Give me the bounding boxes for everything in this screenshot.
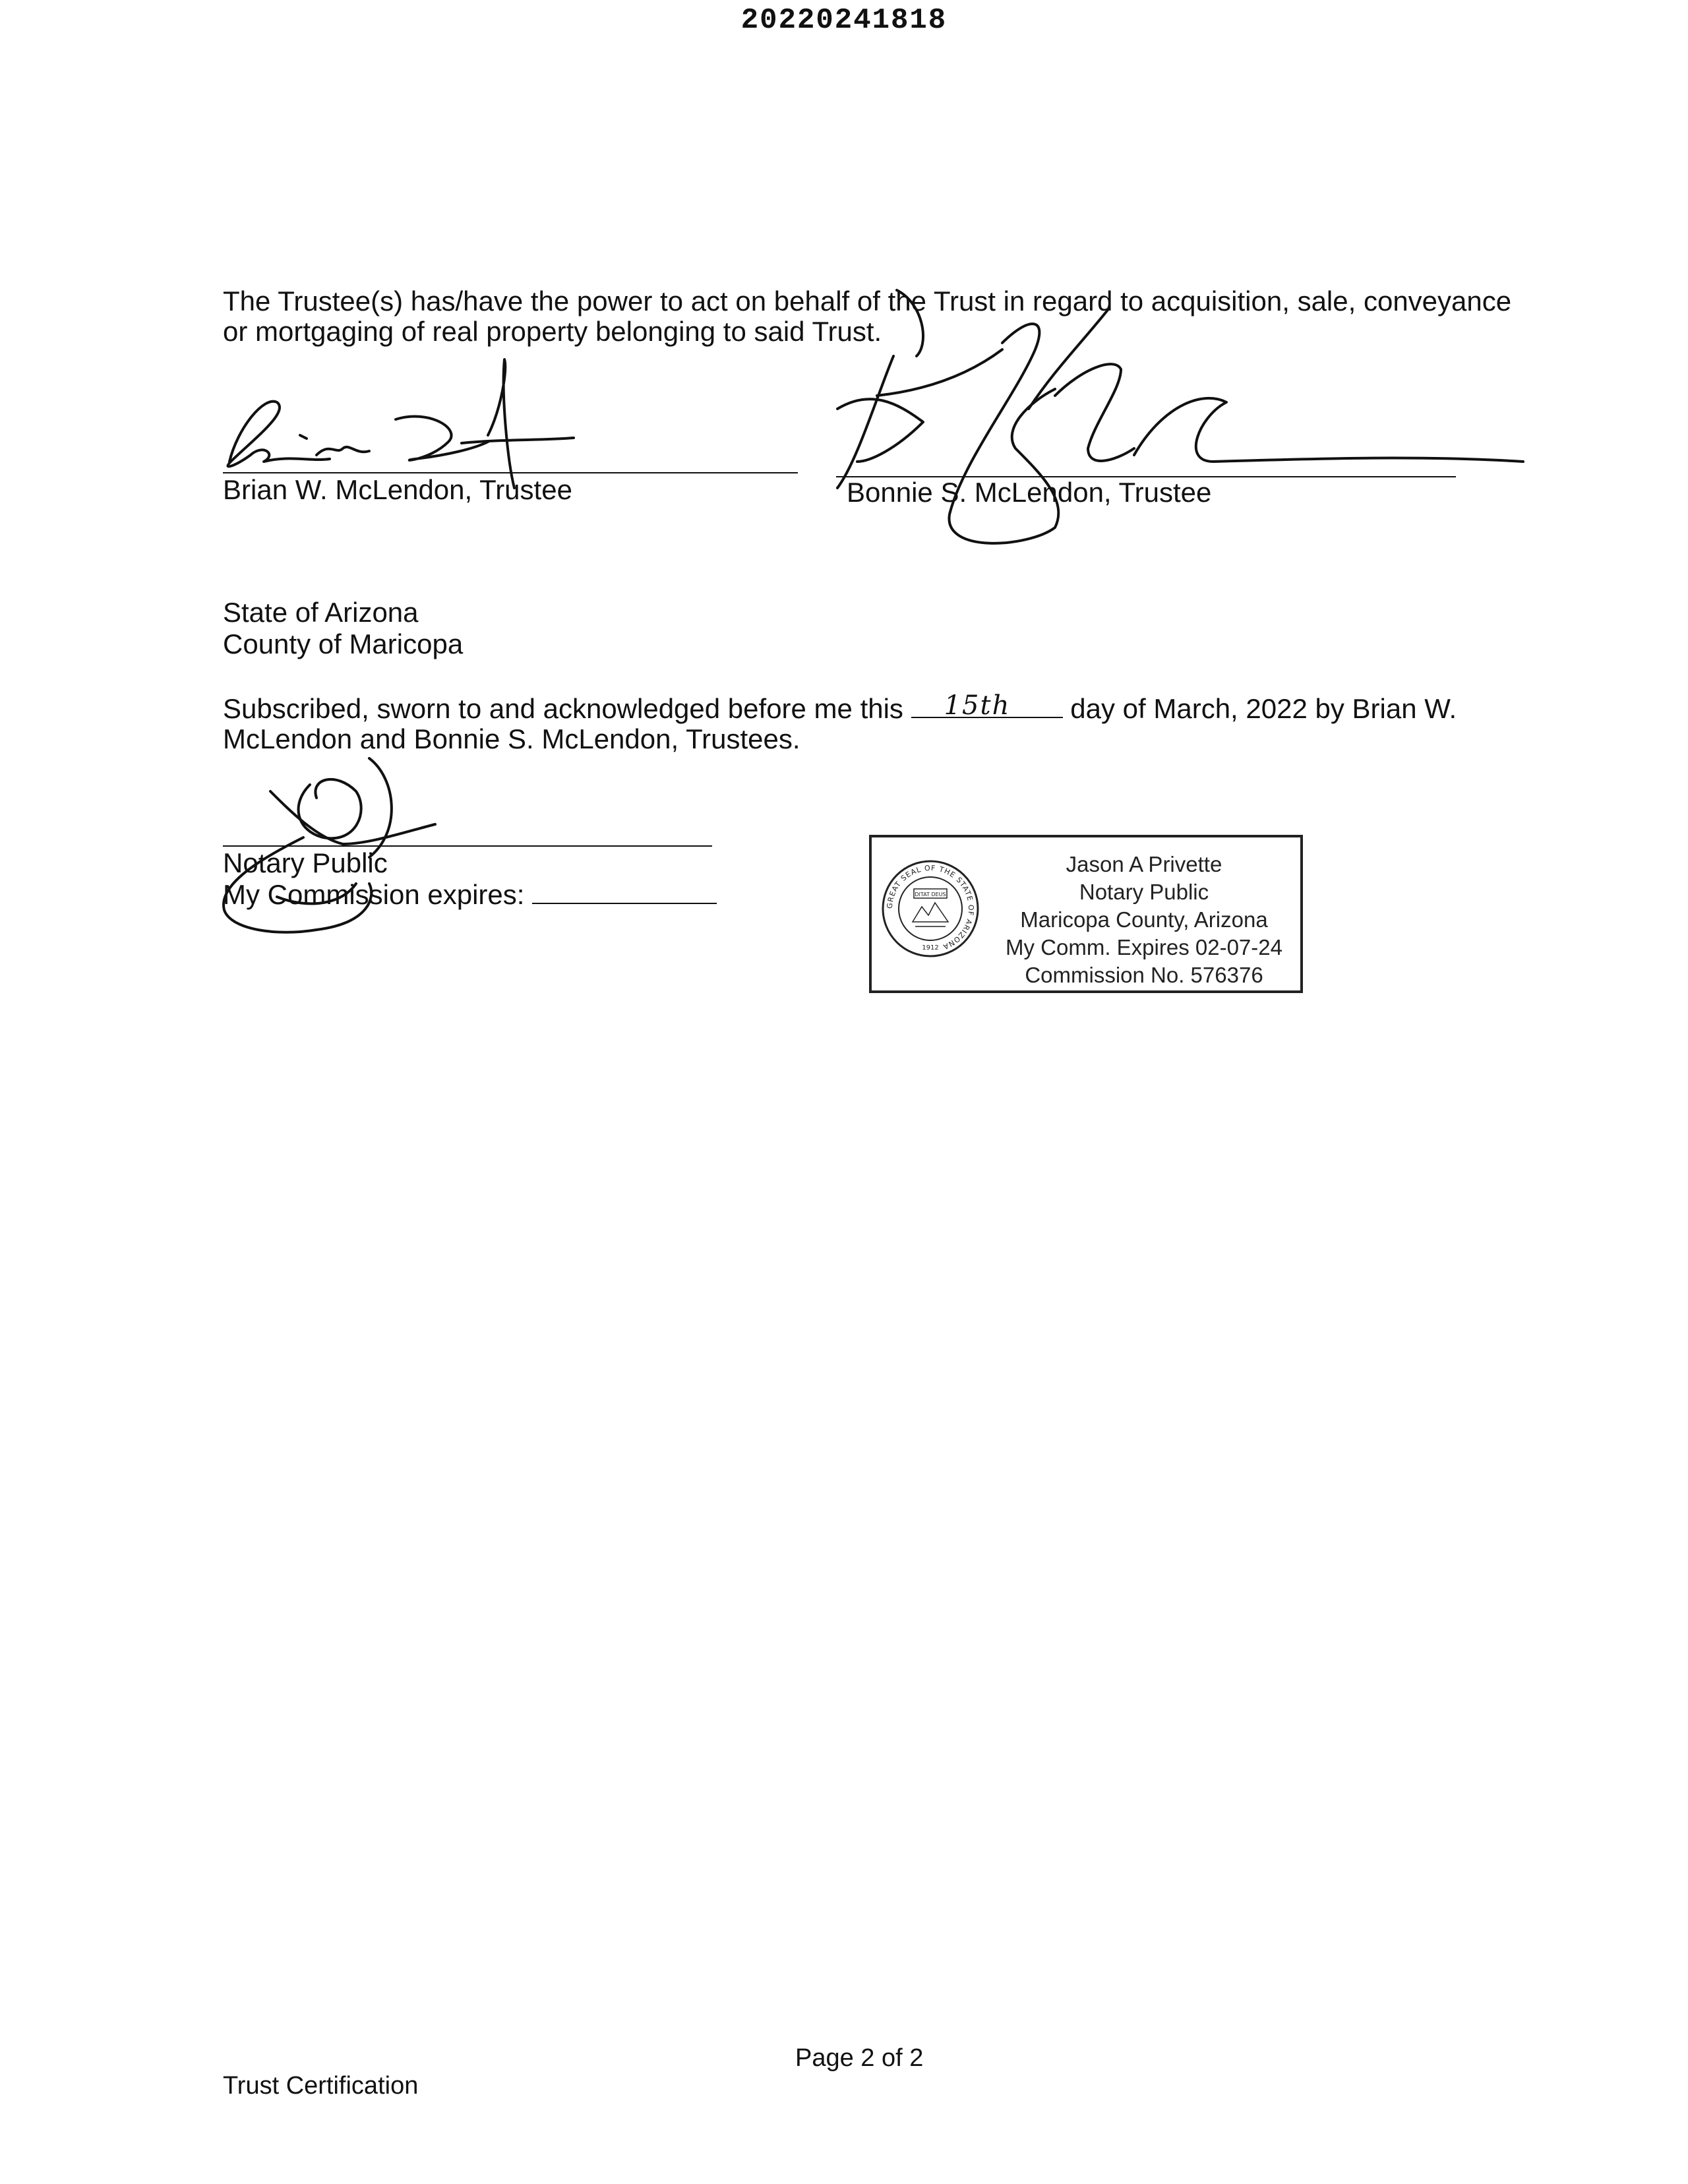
- arizona-state-seal-icon: [881, 859, 980, 958]
- seal-notary-title: Notary Public: [1079, 880, 1209, 904]
- seal-year: 1912: [922, 944, 939, 952]
- acknowledgment-line-2: McLendon and Bonnie S. McLendon, Trustees.: [223, 723, 800, 754]
- trustee1-name: Brian W. McLendon, Trustee: [223, 474, 572, 505]
- recording-number: 20220241818: [740, 4, 948, 37]
- acknowledgment-part-1: Subscribed, sworn to and acknowledged before me this: [223, 693, 903, 724]
- notary-signature-line: [223, 845, 712, 847]
- trustee2-name: Bonnie S. McLendon, Trustee: [847, 477, 1212, 508]
- commission-blank: [532, 903, 717, 904]
- day-handwritten: 15th: [944, 690, 1011, 721]
- commission-label: My Commission expires:: [223, 879, 525, 910]
- seal-county: Maricopa County, Arizona: [1020, 907, 1268, 932]
- notary-title: Notary Public: [223, 847, 388, 878]
- acknowledgment-part-2: day of March, 2022 by Brian W.: [1070, 693, 1457, 724]
- venue-county: County of Maricopa: [223, 628, 464, 659]
- document-title: Trust Certification: [223, 2072, 419, 2100]
- page-number: Page 2 of 2: [795, 2044, 924, 2072]
- seal-commission-number: Commission No. 576376: [1025, 963, 1263, 987]
- seal-ring-text: GREAT SEAL OF THE STATE OF ARIZONA: [885, 863, 976, 952]
- commission-expires: [223, 880, 717, 910]
- powers-line-2: or mortgaging of real property belonging to said Trust.: [223, 316, 882, 347]
- seal-expiration: My Comm. Expires 02-07-24: [1006, 935, 1282, 959]
- venue-state: State of Arizona: [223, 597, 419, 628]
- seal-motto: DITAT DEUS: [915, 892, 946, 897]
- seal-notary-name: Jason A Privette: [1066, 852, 1222, 876]
- powers-line-1: The Trustee(s) has/have the power to act on behalf of the Trust in regard to acquisition, sale, conveyance: [223, 286, 1512, 317]
